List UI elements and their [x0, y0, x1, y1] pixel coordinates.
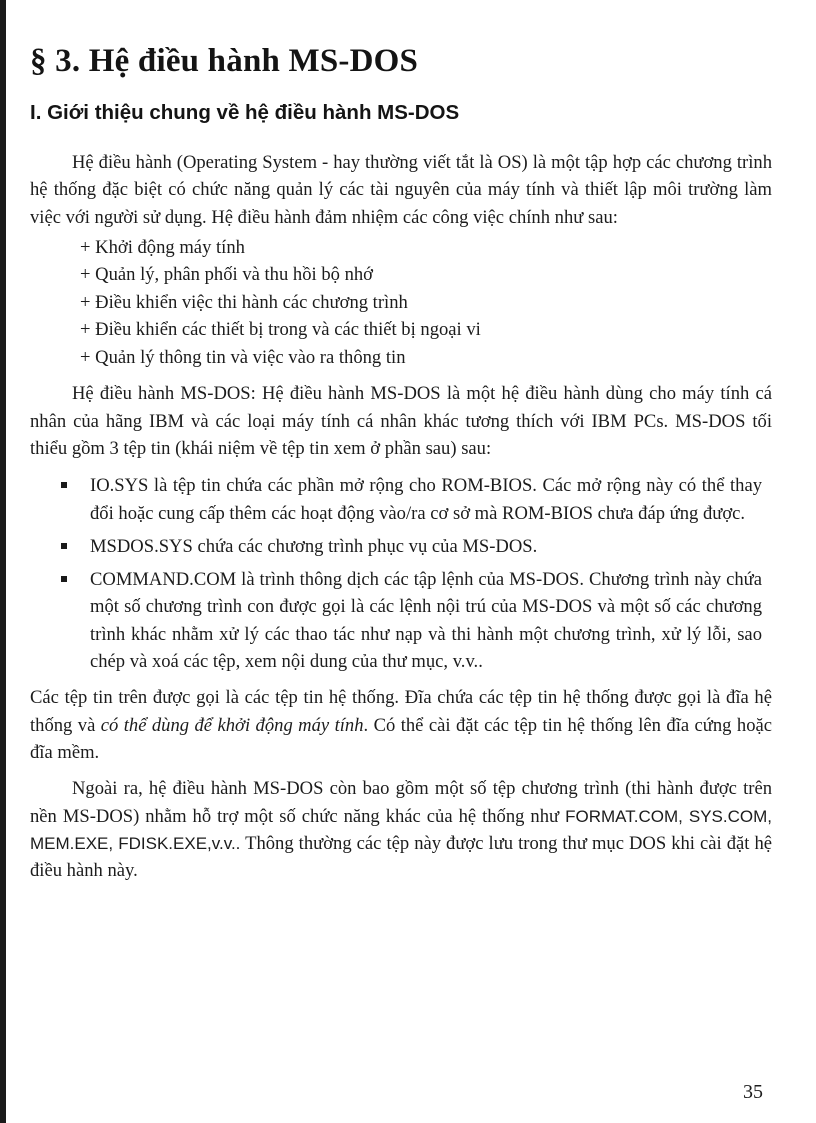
extra-text-before: Ngoài ra, hệ điều hành MS-DOS còn bao gồm một số tệp chương trình (thi hành được trên nền MS-DOS) nhằm hỗ trợ một số chức năng khác của hệ thống như	[30, 778, 772, 827]
list-item: + Điều khiển các thiết bị trong và các thiết bị ngoại vi	[80, 316, 772, 344]
system-files-paragraph	[30, 684, 772, 766]
list-item: MSDOS.SYS chứa các chương trình phục vụ của MS-DOS.	[30, 533, 762, 560]
list-item: + Quản lý, phân phối và thu hồi bộ nhớ	[80, 261, 772, 289]
list-item: + Quản lý thông tin và việc vào ra thông tin	[80, 344, 772, 372]
body-text	[30, 149, 772, 884]
list-item: + Điều khiển việc thi hành các chương trình	[80, 289, 772, 317]
msdos-paragraph: Hệ điều hành MS-DOS: Hệ điều hành MS-DOS là một hệ điều hành dùng cho máy tính cá nhân của hãng IBM và các loại máy tính cá nhân khác tương thích với IBM PCs. MS-DOS tối thiểu gồm 3 tệp tin (khái niệm về tệp tin xem ở phần sau) sau:	[30, 383, 772, 459]
page-number: 35	[743, 1081, 763, 1103]
list-item: IO.SYS là tệp tin chứa các phần mở rộng cho ROM-BIOS. Các mở rộng này có thể thay đổi hoặc cung cấp thêm các hoạt động vào/ra cơ sở mà ROM-BIOS chưa đáp ứng được.	[30, 472, 762, 527]
system-files-text: Các tệp tin trên được gọi là các tệp tin hệ thống. Đĩa chứa các tệp tin hệ thống được gọi là đĩa hệ thống và	[30, 687, 772, 736]
system-files-text-after: . Có thể cài đặt các tệp tin hệ thống lên đĩa cứng hoặc đĩa mềm.	[30, 714, 773, 763]
os-tasks-list	[30, 234, 772, 372]
chapter-title: § 3. Hệ điều hành MS-DOS	[30, 43, 419, 79]
extra-programs-paragraph	[30, 775, 772, 884]
section-heading: I. Giới thiệu chung về hệ điều hành MS-DOS	[30, 101, 460, 124]
list-item: + Khởi động máy tính	[80, 234, 772, 262]
left-binding-edge	[0, 0, 6, 1123]
program-names: FORMAT.COM, SYS.COM, MEM.EXE, FDISK.EXE,v.v..	[30, 806, 773, 853]
system-files-list	[30, 472, 772, 675]
extra-text-after: Thông thường các tệp này được lưu trong thư mục DOS khi cài đặt hệ điều hành này.	[30, 832, 772, 882]
list-item: COMMAND.COM là trình thông dịch các tập lệnh của MS-DOS. Chương trình này chứa một số chương trình con được gọi là các lệnh nội trú của MS-DOS và một số các chương trình khác nhằm xử lý các thao tác như nạp và thi hành một chương trình, xử lý lỗi, sao chép và xoá các tệp, xem nội dung của thư mục, v.v..	[30, 566, 762, 675]
intro-paragraph: Hệ điều hành (Operating System - hay thường viết tắt là OS) là một tập hợp các chương trình hệ thống đặc biệt có chức năng quản lý các tài nguyên của máy tính và thiết lập môi trường làm việc với người sử dụng. Hệ điều hành đảm nhiệm các công việc chính như sau:	[30, 152, 772, 228]
boot-emphasis: có thể dùng để khởi động máy tính	[100, 714, 364, 736]
